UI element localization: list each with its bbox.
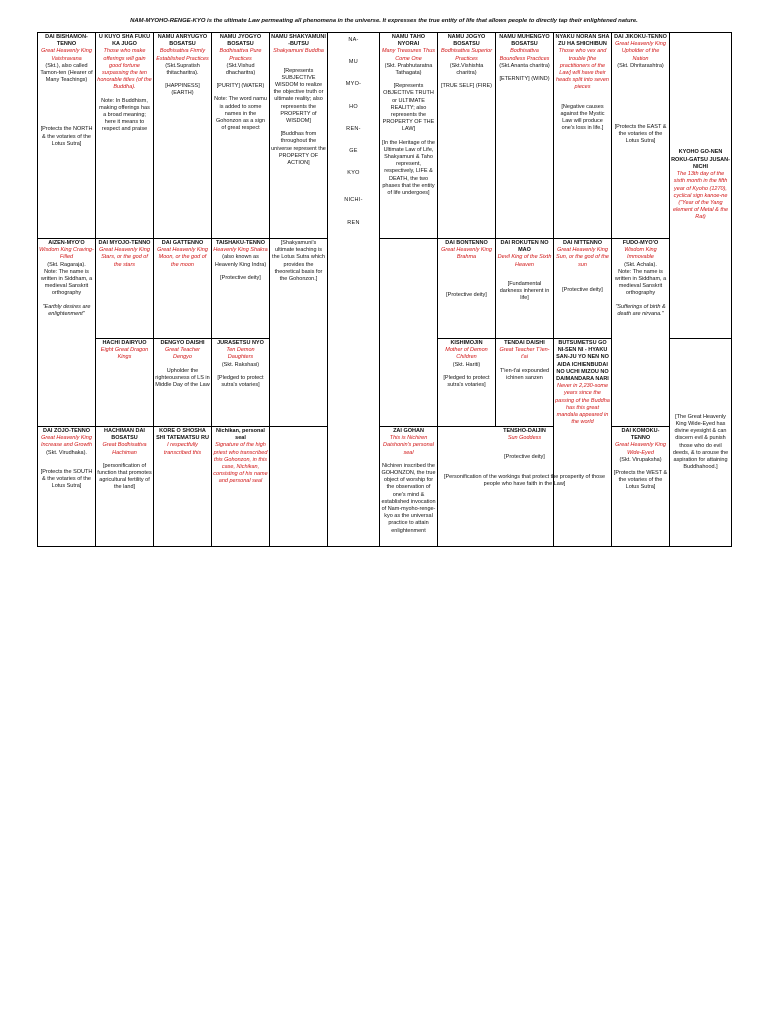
cell-rokuten: [496, 239, 554, 339]
translation: Bodhisattva Superior Practices: [440, 48, 493, 62]
translation: Great Bodhisattva Hachiman: [102, 442, 147, 456]
translation: Great Heavenly King Increase and Growth: [40, 435, 93, 449]
note: [Buddhas from throughout the universe represent the PROPERTY OF ACTION]: [271, 131, 326, 167]
cell-taishaku: [212, 239, 270, 339]
title: DAI BONTENNO: [445, 240, 488, 246]
note: [Protects the SOUTH & the votaries of the Lotus Sutra]: [40, 468, 93, 490]
document-sheet: [37, 16, 731, 547]
note: [Protective deity]: [562, 286, 603, 293]
title: U KUYO SHA FUKU KA JUGO: [98, 34, 151, 48]
title: NAMU MUHENGYO BOSATSU: [499, 34, 550, 48]
gohonzon-table: [37, 32, 732, 547]
title: DAI MYOJO-TENNO: [98, 240, 151, 246]
cell-jurasetsu: [212, 339, 270, 427]
cell-empty: [270, 427, 328, 547]
note: (Skt.Supratish thitacharitra).: [165, 62, 200, 77]
title: DAI BISHAMON-TENNO: [45, 34, 88, 48]
cell-gattenno: [154, 239, 212, 339]
note: [Protects the EAST & the votaries of the Lotus Sutra]: [614, 124, 667, 145]
cell-kishimojin: [438, 339, 496, 427]
note: [Protective deity]: [446, 291, 487, 298]
translation: Great Heavenly King Vaishravana: [41, 48, 92, 62]
note: [PURITY] (WATER): [216, 83, 265, 90]
note: Note: The word namu is added to some names in the Gohonzon as a sign of great respect: [214, 96, 267, 132]
title: DAI GATTENNO: [161, 240, 204, 246]
cell-hachiman: [96, 427, 154, 547]
translation: Mother of Demon Children: [445, 347, 488, 361]
title: KYOHO GO-NEN ROKU-GATSU JUSAN-NICHI: [671, 149, 730, 170]
translation: Great Heavenly King Upholder of the Nation: [615, 41, 666, 62]
cell-taho-cont: [380, 239, 438, 427]
note: [ETERNITY] (WIND): [499, 76, 550, 83]
note: Upholder the righteousness of LS in Middle Day of the Law: [155, 367, 210, 389]
cell-hachidairyuo: [96, 339, 154, 427]
note: (Skt. Hariti): [452, 361, 481, 368]
title: NAMU SHAKYAMUNI -BUTSU: [271, 34, 326, 48]
cell-nichikan: [212, 427, 270, 547]
translation: Many Treasures Thus Come One: [381, 48, 436, 62]
note: (Skt. Rakshasi): [221, 361, 260, 368]
note: [personification of function that promotes agricultural fertility of the land]: [97, 462, 152, 491]
cell-komoku: [612, 427, 670, 547]
cell-zocho: [38, 427, 96, 547]
cell-tendai: [496, 339, 554, 427]
note: Nichiren inscribed the GOHONZON, the true object of worship for the observation of one's mind & established invocation of Nam-myoho-renge-kyo as the universal practice to attain enlightenment: [381, 462, 436, 534]
translation: The 13th day of the sixth month in the fifth year of Kyoho (1270), cyclical sign kanoe-ne ("Year of the Yang element of Metal & the Rat): [672, 171, 729, 221]
cell-jyogyo: [212, 33, 270, 239]
cell-aizen: [38, 239, 96, 427]
note: Note: In Buddhism, making offerings has a broad meaning; here it means to respect and praise: [99, 97, 150, 133]
translation: Great Heavenly King Sun, or the god of the sun: [556, 247, 609, 268]
cell-muhengyo: [496, 33, 554, 239]
title: DAI JIKOKU-TENNO: [614, 34, 667, 40]
note: [Negative causes against the Mystic Law will produce one's loss in life.]: [560, 103, 605, 132]
cell-final-note: [670, 339, 732, 547]
translation: Wisdom King Craving-Filled: [39, 247, 94, 261]
title: DAI KOMOKU-TENNO: [621, 428, 660, 442]
note: (Skt. Virupaksha): [619, 456, 662, 463]
note: (also known as Heavenly King Indra): [214, 254, 267, 268]
translation: Those who vex and trouble [the practitioners of the Law] will have their heads split into seven pieces: [556, 48, 609, 91]
title: NAMU ANRYUGYO BOSATSU: [157, 34, 208, 48]
note: (Skt.Vishishta charitra): [449, 62, 484, 77]
cell-taho: [380, 33, 438, 239]
title: ZAI GOHAN: [393, 428, 424, 434]
note: Note: The name is written in Siddham, a medieval Sanskrit orthography: [614, 268, 667, 297]
title: AIZEN-MYO'O: [48, 240, 85, 246]
note: (Skt. Achala).: [624, 261, 657, 268]
title: HACHIMAN DAI BOSATSU: [104, 428, 145, 442]
center-daimoku: [328, 33, 380, 547]
translation: Great Heavenly King Wide-Eyed: [615, 442, 666, 456]
translation: Shakyamuni Buddha: [273, 48, 324, 55]
note: (Skt.Ananta charitra): [499, 62, 550, 69]
translation: This is Nichiren Daishonin's personal seal: [383, 435, 434, 456]
note: (Skt. Virudhaka).: [46, 449, 87, 456]
note: [Represents SUBJECTIVE WISDOM to realize the objective truth or ultimate reality; also represents the PROPERTY of WISDOM]: [273, 67, 324, 125]
note: [Protects the NORTH & the votaries of the Lotus Sutra]: [40, 126, 93, 147]
note: [Personification of the workings that protect the prosperity of those people who have faith in the Law]: [443, 473, 606, 487]
cell-bishamon: [38, 33, 96, 239]
translation: Great Heavenly King Brahma: [441, 247, 492, 261]
translation: Bodhisattva Pure Practices: [219, 48, 262, 62]
note: [HAPPINESS] (EARTH): [165, 83, 200, 97]
title: JURASETSU NYO: [217, 340, 264, 346]
note: [Represents OBJECTIVE TRUTH or ULTIMATE REALITY; also represents the PROPERTY OF THE LAW]: [382, 83, 435, 133]
translation: Great Heavenly King Stars, or the god of the stars: [99, 247, 150, 268]
note: [Protective deity]: [220, 274, 261, 281]
translation: I respectfully transcribed this: [163, 442, 202, 456]
quote: "Sufferings of birth & death are nirvana.": [615, 303, 666, 317]
cell-fudo: [612, 239, 670, 427]
cell-nittenno: [554, 239, 612, 339]
title: KORE O SHOSHA SHI TATEMATSU RU: [156, 428, 209, 442]
translation: Bodhisattva Firmly Established Practices: [156, 48, 209, 62]
title: DAI ZOJO-TENNO: [42, 428, 91, 434]
cell-anryugyo: [154, 33, 212, 239]
daimoku-line: NA-: [348, 37, 359, 43]
translation: Never in 2,230-some years since the passing of the Buddha has this great mandala appeared in the world: [555, 383, 610, 426]
daimoku-line: REN-: [346, 125, 361, 132]
daimoku-line: MYO-: [345, 81, 362, 88]
note: [The Great Heavenly King Wide-Eyed has divine eyesight & can discern evil & punish those who do evil deeds, & to arouse the aspiration for attaining Buddhahood.]: [672, 413, 729, 471]
quote: "Earthly desires are enlightenment": [42, 303, 91, 317]
note: (Skt. Dhritarashtra): [617, 62, 664, 69]
cell-nyaku: [554, 33, 612, 239]
title: NAMU JOGYO BOSATSU: [447, 34, 486, 48]
note: [In the Heritage of the Ultimate Law of Life, Shakyamuni & Taho represent, respectively, LIFE & DEATH, the two phases that the entity of life undergoes]: [382, 139, 435, 197]
title: DAI ROKUTEN NO MAO: [500, 240, 549, 254]
note: [Fundamental darkness inherent in life]: [499, 280, 550, 302]
daimoku-line: REN: [347, 219, 360, 226]
cell-jogyo: [438, 33, 496, 239]
title: NYAKU NORAN SHA ZU HA SHICHIBUN: [555, 34, 610, 48]
title: HACHI DAIRYUO: [102, 340, 147, 346]
cell-bonten: [438, 239, 496, 339]
translation: Signature of the high priest who transcribed this Gohonzon, in this case, Nichikan, consisting of his name and personal seal: [213, 442, 268, 485]
title: TAISHAKU-TENNO: [215, 240, 266, 246]
cell-shakyamuni: [270, 33, 328, 239]
title: DAI NITTENNO: [562, 240, 603, 246]
translation: Sun Goddess: [507, 435, 542, 442]
title: Nichikan, personal seal: [216, 428, 265, 442]
note: [Protective deity]: [504, 454, 545, 461]
translation: Eight Great Dragon Kings: [100, 347, 149, 361]
note: [Pledged to protect sutra's votaries]: [217, 374, 264, 389]
note: [TRUE SELF] (FIRE): [440, 83, 493, 90]
title: TENDAI DAISHI: [504, 340, 545, 346]
title: NAMU TAHO NYORAI: [391, 34, 426, 48]
title: BUTSUMETSU GO NI-SEN NI - HYAKU SAN-JU YO NEN NO AIDA ICHIENBUDAI NO UCHI MIZOU NO DAIMANDARA NARI: [556, 340, 609, 383]
translation: Bodhisattva Boundless Practices: [499, 48, 550, 62]
note: [Pledged to protect sutra's votaries]: [443, 374, 490, 389]
caption: NAM-MYOHO-RENGE-KYO is the ultimate Law permeating all phenomena in the universe. It expresses the true entity of life that allows people to directly tap their enlightened nature.: [130, 18, 638, 24]
translation: Great Heavenly King Moon, or the god of the moon: [157, 247, 208, 268]
cell-koreo: [154, 427, 212, 547]
note: T'ien-t'ai expounded ichinen sanzen: [499, 367, 550, 381]
note: (Skt.Vishud dhacharitra): [225, 62, 256, 77]
translation: Those who make offerings will gain good fortune surpassing the ten honorable titles (of the Buddha).: [97, 48, 152, 91]
title: KISHIMOJIN: [450, 340, 483, 346]
translation: Devil King of the Sixth Heaven: [497, 254, 552, 268]
table-row: [38, 427, 732, 547]
translation: Great Teacher Dengyo: [165, 347, 200, 361]
note: (Skt. Ragaraja).: [47, 261, 86, 268]
table-row: [38, 33, 732, 239]
cell-tensho: [438, 427, 612, 547]
note: Note: The name is written in Siddham, a medieval Sanskrit orthography: [40, 268, 93, 297]
cell-myojo: [96, 239, 154, 339]
daimoku-line: GE: [349, 148, 358, 155]
note: (Skt. Prabhutaratna Tathagata): [384, 62, 433, 77]
title: FUDO-MYO'O: [622, 240, 659, 246]
translation: Wisdom King Immovable: [624, 247, 657, 261]
translation: Heavenly King Shakra: [213, 247, 268, 254]
cell-zaigohan: [380, 427, 438, 547]
cell-shakyamuni-cont: [270, 239, 328, 427]
daimoku-line: HO: [349, 103, 358, 110]
note: [Protects the WEST & the votaries of the Lotus Sutra]: [613, 470, 668, 491]
cell-date: [670, 33, 732, 339]
daimoku-line: MU: [348, 59, 359, 66]
cell-dengyo: [154, 339, 212, 427]
daimoku-line: KYO: [347, 170, 360, 177]
translation: Ten Demon Daughters: [226, 347, 255, 361]
translation: Great Teacher T'ien-t'ai: [499, 347, 550, 361]
table-row: [38, 239, 732, 339]
daimoku-line: NICHI-: [344, 197, 363, 204]
cell-kuyo: [96, 33, 154, 239]
title: NAMU JYOGYO BOSATSU: [219, 34, 262, 48]
title: TENSHO-DAIJIN: [503, 428, 546, 434]
note: [Shakyamuni's ultimate teaching is the Lotus Sutra which provides the theoretical basis for the Gohonzon.]: [272, 240, 325, 283]
title: DENGYO DAISHI: [160, 340, 205, 346]
note: (Skt.), also called Tamon-ten (Hearer of Many Teachings): [40, 62, 93, 84]
cell-jikoku: [612, 33, 670, 239]
